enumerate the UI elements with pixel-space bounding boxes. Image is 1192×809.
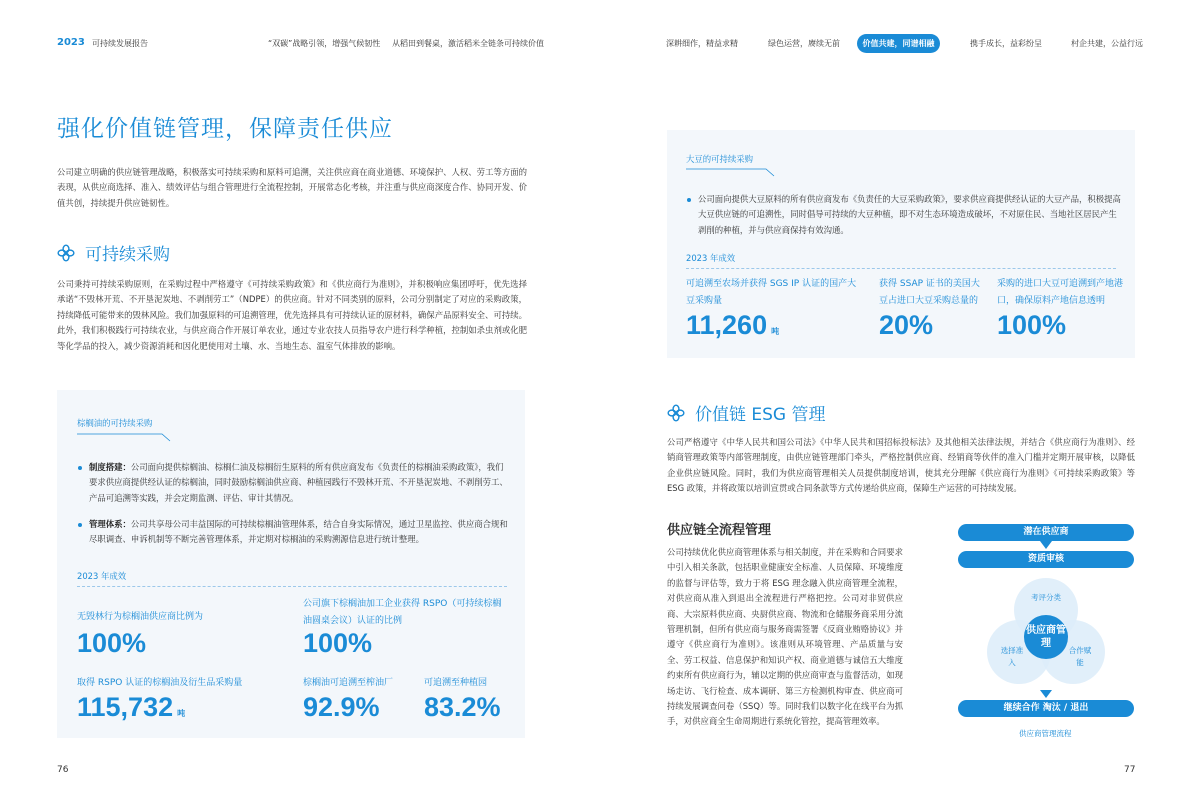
diagram-qualification: 资质审核 xyxy=(958,551,1134,568)
stat-label-import: 采购的进口大豆可追溯到产地港口，确保原料产地信息透明 xyxy=(997,279,1124,306)
nav-item-2[interactable]: 从稻田到餐桌，激活稻米全链条可持续价值 xyxy=(392,39,544,48)
page-number-left: 76 xyxy=(57,765,69,775)
stat-value-mill: 92.9% xyxy=(303,692,380,722)
report-title: 可持续发展报告 xyxy=(92,39,148,48)
stat-value-rspo-ratio: 100% xyxy=(303,628,373,658)
stat-number: 115,732 xyxy=(77,692,174,722)
nav-item-6[interactable]: 携手成长，益彩纷呈 xyxy=(970,39,1042,48)
flower-icon xyxy=(57,244,75,262)
section-heading-procurement xyxy=(57,240,170,265)
stat-label-no-deforestation: 无毁林行为棕榈油供应商比例为 xyxy=(77,612,204,622)
section-title: 可持续采购 xyxy=(85,245,170,265)
stat-label-mill: 棕榈油可追溯至榨油厂 xyxy=(303,678,394,688)
nav-item-1[interactable]: “双碳”战略引领，增强气候韧性 xyxy=(268,39,381,48)
bullet-bold: 管理体系： xyxy=(89,519,131,529)
diagram-caption: 供应商管理流程 xyxy=(1019,729,1072,738)
panel-label-palm-oil: 棕榈油的可持续采购 xyxy=(77,418,153,428)
stat-label-rspo-ratio: 公司旗下棕榈油加工企业获得 RSPO（可持续棕榈油圆桌会议）认证的比例 xyxy=(303,599,502,626)
results-divider xyxy=(686,268,1116,269)
supply-chain-paragraph: 公司持续优化供应商管理体系与相关制度，并在采购和合同要求中引入相关条款，包括职业健康安全标准、人员保障、环境维度的监督与评估等，致力于将 ESG 理念融入供应商管理全流程，对供应商从准入到退出全流程进行严格把控。公司对非贸供应商、大宗原料供应商、央厨供应商、物流和仓储服务商采用分流管理机制，但所有供应商与服务商需签署《反商业贿赂协议》并遵守《供应商行为准则》。该准则从环境管理、产品质量与安全、劳工权益、信息保护和知识产权、商业道德与诚信五大维度约束所有供应商行为，辅以定期的供应商审查与监督活动，如现场走访、飞行检查、成本调研、第三方检测机构审查、供应商可持续发展调查问卷（SSQ）等。同时我们以数字化在线平台为抓手，对供应商全生命周期进行系统化管控，提高管理效率。 xyxy=(667,547,903,727)
diagram-continue-or-exit: 继续合作 淘汰 / 退出 xyxy=(958,700,1134,717)
subheading-supply-chain: 供应链全流程管理 xyxy=(667,523,772,538)
stat-label-rspo-volume: 取得 RSPO 认证的棕榈油及衍生品采购量 xyxy=(77,678,243,688)
bullet-management xyxy=(89,517,509,548)
diagram-evaluation: 考评分类 xyxy=(1031,593,1061,602)
nav-item-4[interactable]: 绿色运营，赓续无前 xyxy=(768,39,840,48)
bullet-dot xyxy=(78,523,82,527)
stat-unit: 吨 xyxy=(771,327,780,336)
diagram-potential-suppliers: 潜在供应商 xyxy=(958,524,1134,541)
procurement-paragraph: 公司秉持可持续采购原则，在采购过程中严格遵守《可持续采购政策》和《供应商行为准则》，并积极响应集团呼吁，优先选择承诺“不毁林开荒、不开垦泥炭地、不剥削劳工”（NDPE）的供应商。针对不同类别的原料，公司分别制定了对应的采购政策，持续降低可能带来的毁林风险。我们加强原料的可追溯管理，优先选择具有可持续认证的原材料，确保产品原料安全、可持续。此外，我们积极践行可持续农业，与供应商合作开展订单农业，通过专业农技人员指导农户进行科学种植，控制如杀虫剂或化肥等化学品的投入，减少资源消耗和因化肥使用对土壤、水、当地生态、温室气体排放的影响。 xyxy=(57,279,527,351)
stat-unit: 吨 xyxy=(177,709,186,718)
stat-value-sgs xyxy=(686,310,779,341)
bullet-soy xyxy=(698,192,1123,238)
nav-item-3[interactable]: 深耕细作，精益求精 xyxy=(666,39,738,48)
bullet-dot xyxy=(78,466,82,470)
stat-value-plantation: 83.2% xyxy=(424,692,501,722)
stat-label-ssap: 获得 SSAP 证书的美国大豆占进口大豆采购总量的 xyxy=(879,279,980,306)
diagram-selection: 选择准入 xyxy=(1000,646,1024,667)
bullet-dot xyxy=(687,198,691,202)
nav-item-active[interactable]: 价值共建，同谱相融 xyxy=(857,34,940,53)
stat-label-plantation: 可追溯至种植园 xyxy=(424,678,488,688)
stat-label-sgs: 可追溯至农场并获得 SGS IP 认证的国产大豆采购量 xyxy=(686,279,857,306)
results-divider xyxy=(77,586,507,587)
section-heading-esg xyxy=(667,400,826,425)
results-label-soy: 2023 年成效 xyxy=(686,253,736,263)
panel-label-soy: 大豆的可持续采购 xyxy=(686,154,753,164)
stat-value-rspo-volume xyxy=(77,692,185,723)
diagram-center: 供应商管理 xyxy=(1026,625,1066,649)
panel-divider xyxy=(77,433,177,443)
intro-paragraph: 公司建立明确的供应链管理战略，积极落实可持续采购和原料可追溯，关注供应商在商业道德、环境保护、人权、劳工等方面的表现，从供应商选择、准入、绩效评估与组合管理进行全流程控制，开展常态化考核，并注重与供应商深度合作、协同开发、价值共创，持续提升供应链韧性。 xyxy=(57,167,527,208)
diagram-empowerment: 合作赋能 xyxy=(1068,646,1092,667)
panel-divider xyxy=(686,168,786,178)
stat-value-ssap: 20% xyxy=(879,310,934,340)
bullet-text: 公司面向提供棕榈油、棕榈仁油及棕榈衍生原料的所有供应商发布《负责任的棕榈油采购政策》，我们要求供应商提供经认证的棕榈油，同时鼓励棕榈油供应商、种植园践行不毁林开荒、不开垦泥炭地、不剥削劳工、产品可追溯等实践，并会定期监测、评估、审计其情况。 xyxy=(89,462,508,503)
stat-number: 11,260 xyxy=(686,310,768,340)
page-number-right: 77 xyxy=(1124,765,1136,775)
bullet-text: 公司面向提供大豆原料的所有供应商发布《负责任的大豆采购政策》，要求供应商提供经认证的大豆产品，积极提高大豆供应链的可追溯性，同时倡导可持续的大豆种植，即不对生态环境造成破坏，不对原住民、当地社区居民产生剥削的种植，并与供应商保持有效沟通。 xyxy=(698,194,1121,235)
arrow-down-icon xyxy=(1037,541,1055,551)
bullet-text: 公司共享母公司丰益国际的可持续棕榈油管理体系，结合自身实际情况，通过卫星监控、供应商合规和尽职调查、申诉机制等不断完善管理体系，并定期对棕榈油的采购溯源信息进行统计整理。 xyxy=(89,519,508,545)
bullet-bold: 制度搭建： xyxy=(89,462,131,472)
nav-item-7[interactable]: 村企共建，公益行远 xyxy=(1071,39,1143,48)
section-title: 价值链 ESG 管理 xyxy=(695,405,826,425)
esg-paragraph: 公司严格遵守《中华人民共和国公司法》《中华人民共和国招标投标法》及其他相关法律法规，并结合《供应商行为准则》、经销商管理政策等内部管理制度，由供应链管理部门牵头，严格控制供应商、经销商等伙伴的准入门槛并定期开展审核，以降低企业供应链风险。同时，我们为供应商管理相关人员提供制度培训，使其充分理解《供应商行为准则》《可持续采购政策》等 ESG 政策，并将政策以培训宣贯或合同条款等方式传递给供应商，保障生产运营的可持续发展。 xyxy=(667,437,1135,494)
bullet-system xyxy=(89,460,509,506)
stat-value-no-deforestation: 100% xyxy=(77,628,147,658)
stat-value-import: 100% xyxy=(997,310,1067,340)
flower-icon xyxy=(667,404,685,422)
results-label-palm: 2023 年成效 xyxy=(77,571,127,581)
page-title: 强化价值链管理，保障责任供应 xyxy=(57,116,393,142)
arrow-down-icon xyxy=(1037,690,1055,700)
report-year: 2023 xyxy=(57,37,85,48)
